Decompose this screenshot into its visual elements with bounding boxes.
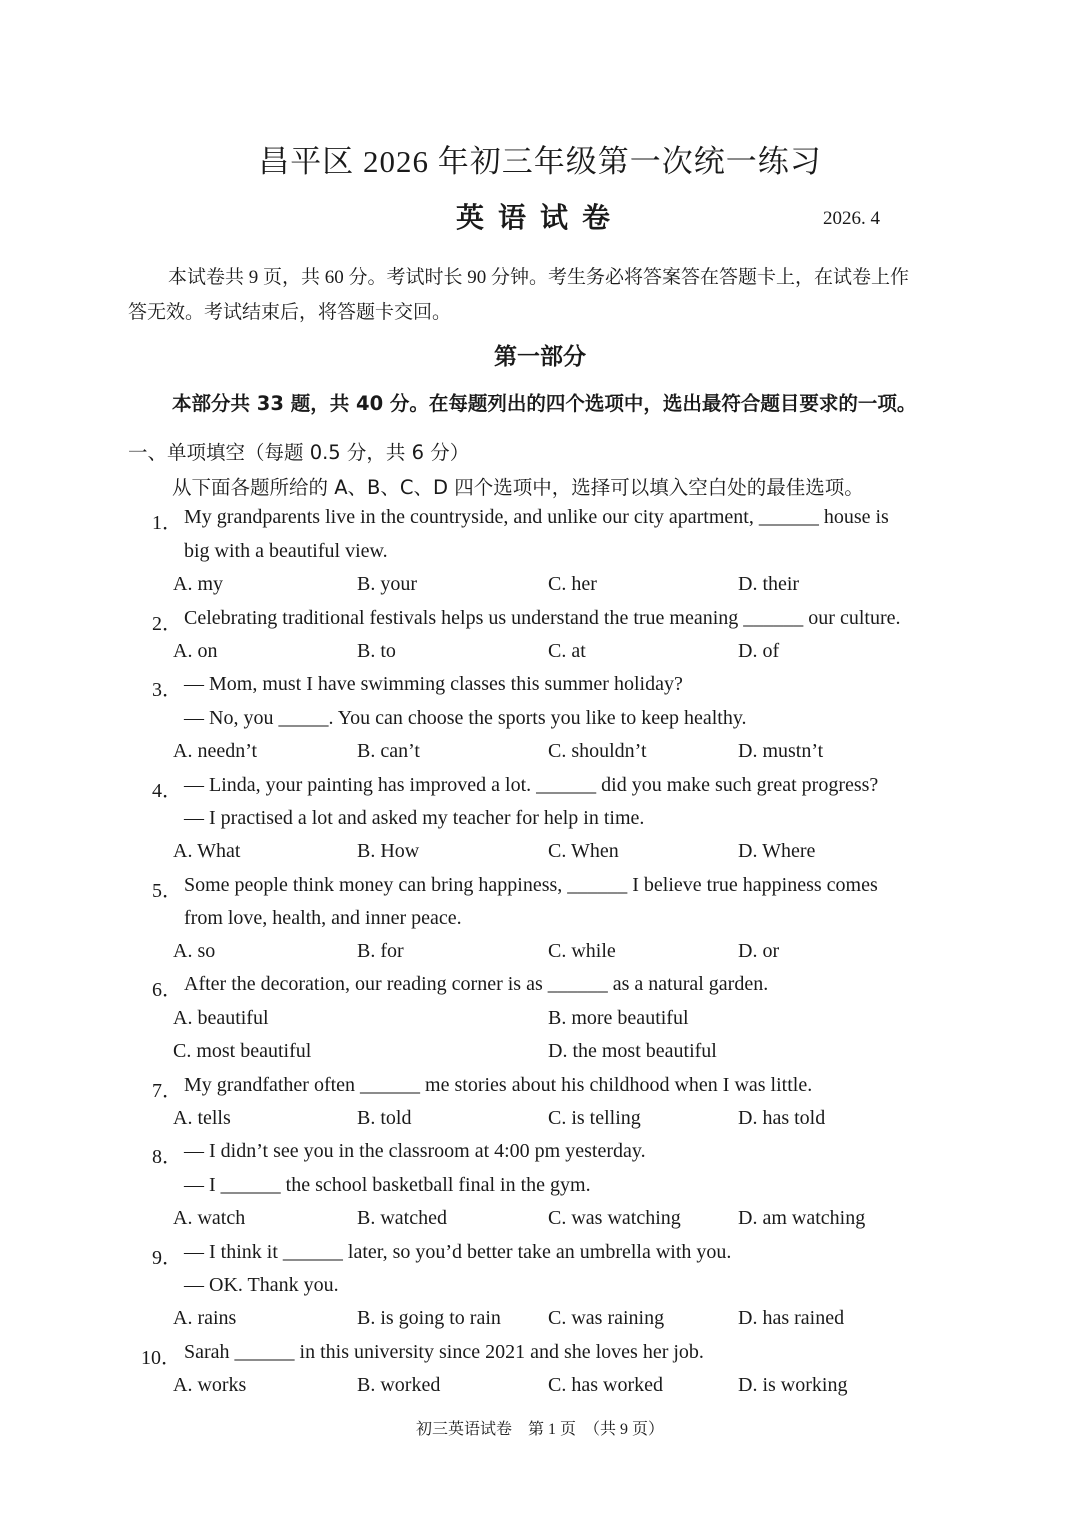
- option-d[interactable]: D. mustn’t: [738, 740, 824, 762]
- option-a[interactable]: A. my: [173, 573, 223, 595]
- exam-subtitle: 英语试卷: [455, 201, 624, 234]
- option-c[interactable]: C. When: [548, 840, 619, 862]
- section-instruction: 从下面各题所给的 A、B、C、D 四个选项中，选择可以填入空白处的最佳选项。: [172, 476, 864, 499]
- question-number: 1．: [152, 512, 182, 534]
- question-number: 4．: [152, 780, 182, 802]
- question-text: — Mom, must I have swimming classes this summer holiday?: [184, 673, 683, 695]
- exam-date: 2026. 4: [823, 208, 880, 229]
- question-number: 10．: [141, 1347, 181, 1369]
- option-c[interactable]: C. shouldn’t: [548, 740, 647, 762]
- question-text: My grandparents live in the countryside, and unlike our city apartment, ______ house is: [184, 506, 889, 528]
- option-c[interactable]: C. while: [548, 940, 616, 962]
- option-c[interactable]: C. was watching: [548, 1207, 681, 1229]
- question-text: — I think it ______ later, so you’d better take an umbrella with you.: [184, 1241, 732, 1263]
- option-d[interactable]: D. is working: [738, 1374, 848, 1396]
- question-text: — No, you _____. You can choose the sports you like to keep healthy.: [184, 707, 747, 729]
- option-c[interactable]: C. at: [548, 640, 586, 662]
- option-b[interactable]: B. more beautiful: [548, 1007, 689, 1029]
- page-footer: 初三英语试卷 第 1 页 （共 9 页）: [415, 1421, 664, 1438]
- option-b[interactable]: B. for: [357, 940, 404, 962]
- option-c[interactable]: C. her: [548, 573, 597, 595]
- option-b[interactable]: B. to: [357, 640, 396, 662]
- question-number: 8．: [152, 1146, 182, 1168]
- intro-line-1: 本试卷共 9 页，共 60 分。考试时长 90 分钟。考生务必将答案答在答题卡上，在试卷上作: [168, 267, 910, 288]
- question-number: 3．: [152, 679, 182, 701]
- question-text: Sarah ______ in this university since 2021 and she loves her job.: [184, 1341, 704, 1363]
- question-text: — I practised a lot and asked my teacher for help in time.: [184, 807, 645, 829]
- option-b[interactable]: B. watched: [357, 1207, 447, 1229]
- option-a[interactable]: A. watch: [173, 1207, 246, 1229]
- question-text: — OK. Thank you.: [184, 1274, 339, 1296]
- option-b[interactable]: B. How: [357, 840, 420, 862]
- option-b[interactable]: B. your: [357, 573, 417, 595]
- question-text: After the decoration, our reading corner is as ______ as a natural garden.: [184, 973, 769, 995]
- option-a[interactable]: A. rains: [173, 1307, 237, 1329]
- option-d[interactable]: D. the most beautiful: [548, 1040, 717, 1062]
- option-b[interactable]: B. worked: [357, 1374, 441, 1396]
- question-number: 6．: [152, 979, 182, 1001]
- option-c[interactable]: C. most beautiful: [173, 1040, 312, 1062]
- option-d[interactable]: D. their: [738, 573, 800, 595]
- question-number: 5．: [152, 880, 182, 902]
- option-a[interactable]: A. beautiful: [173, 1007, 269, 1029]
- option-a[interactable]: A. What: [173, 840, 241, 862]
- option-a[interactable]: A. needn’t: [173, 740, 258, 762]
- option-a[interactable]: A. works: [173, 1374, 247, 1396]
- option-d[interactable]: D. am watching: [738, 1207, 866, 1229]
- question-number: 7．: [152, 1080, 182, 1102]
- question-text: — I didn’t see you in the classroom at 4:00 pm yesterday.: [184, 1140, 646, 1162]
- part-description: 本部分共 33 题，共 40 分。在每题列出的四个选项中，选出最符合题目要求的一项。: [172, 392, 917, 415]
- option-b[interactable]: B. is going to rain: [357, 1307, 501, 1329]
- option-d[interactable]: D. has rained: [738, 1307, 845, 1329]
- option-c[interactable]: C. was raining: [548, 1307, 665, 1329]
- question-number: 2．: [152, 613, 182, 635]
- question-text: — I ______ the school basketball final in the gym.: [184, 1174, 591, 1196]
- question-text: Celebrating traditional festivals helps us understand the true meaning ______ our culture.: [184, 607, 901, 629]
- question-text: big with a beautiful view.: [184, 540, 388, 562]
- exam-title: 昌平区 2026 年初三年级第一次统一练习: [258, 144, 822, 179]
- option-a[interactable]: A. tells: [173, 1107, 231, 1129]
- intro-line-2: 答无效。考试结束后，将答题卡交回。: [128, 302, 452, 323]
- option-b[interactable]: B. can’t: [357, 740, 420, 762]
- question-text: from love, health, and inner peace.: [184, 907, 462, 929]
- option-d[interactable]: D. Where: [738, 840, 816, 862]
- option-c[interactable]: C. has worked: [548, 1374, 663, 1396]
- option-d[interactable]: D. or: [738, 940, 780, 962]
- option-b[interactable]: B. told: [357, 1107, 412, 1129]
- section-title: 一、单项填空（每题 0.5 分，共 6 分）: [128, 441, 470, 464]
- option-a[interactable]: A. on: [173, 640, 218, 662]
- question-text: My grandfather often ______ me stories about his childhood when I was little.: [184, 1074, 813, 1096]
- question-number: 9．: [152, 1247, 182, 1269]
- part-title: 第一部分: [494, 344, 586, 370]
- option-c[interactable]: C. is telling: [548, 1107, 641, 1129]
- option-a[interactable]: A. so: [173, 940, 216, 962]
- question-text: — Linda, your painting has improved a lot. ______ did you make such great progress?: [184, 774, 879, 796]
- option-d[interactable]: D. of: [738, 640, 780, 662]
- option-d[interactable]: D. has told: [738, 1107, 826, 1129]
- question-text: Some people think money can bring happiness, ______ I believe true happiness comes: [184, 874, 878, 896]
